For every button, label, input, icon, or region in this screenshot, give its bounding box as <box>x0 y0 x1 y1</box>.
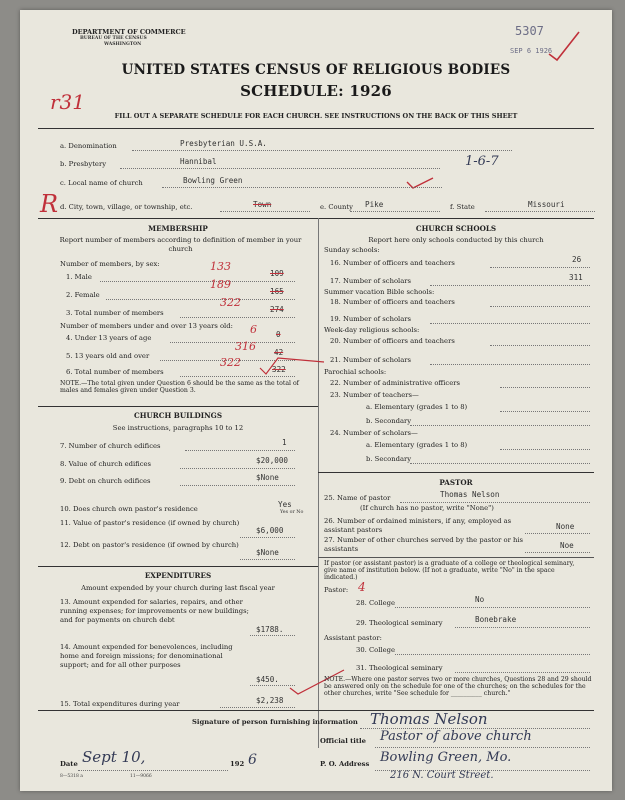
q14-value: $450. <box>256 675 279 684</box>
year-suffix: 6 <box>248 752 257 768</box>
county-label: e. County <box>320 203 353 211</box>
po-address-line2: 216 N. Court Street. <box>390 770 494 781</box>
sunday-label: Sunday schools: <box>324 246 380 254</box>
county-value: Pike <box>365 200 384 209</box>
q26-label: 26. Number of ordained ministers, if any, employed as assistant pastors <box>324 517 512 534</box>
q7-value: 1 <box>282 438 287 447</box>
q12-value: $None <box>256 548 279 557</box>
header-divider <box>38 128 594 129</box>
denomination-value: Presbyterian U.S.A. <box>180 139 267 148</box>
stamp-number: 5307 <box>515 24 544 38</box>
print-code-2: 11—9066 <box>130 774 152 779</box>
q23b-label: b. Secondary <box>366 417 412 425</box>
q17-value: 311 <box>569 273 583 282</box>
official-title-value: Pastor of above church <box>380 729 532 744</box>
print-code-1: 8—5318 a <box>60 774 83 779</box>
q13-value: $1788. <box>256 625 284 634</box>
q1-typed: 109 <box>270 269 284 278</box>
pastor-sub-label: Pastor: <box>324 586 349 594</box>
q11-value: $6,000 <box>256 526 284 535</box>
church-name-value: Bowling Green <box>183 176 243 185</box>
membership-note: NOTE.—The total given under Question 6 should be the same as the total of males and females given under Question 3. <box>60 380 299 395</box>
parochial-label: Parochial schools: <box>324 368 387 376</box>
q15-value: $2,238 <box>256 696 284 705</box>
by-sex-label: Number of members, by sex: <box>60 260 160 268</box>
q1-hand: 133 <box>210 260 231 273</box>
schools-title: CHURCH SCHOOLS <box>415 224 497 233</box>
q9-value: $None <box>256 473 279 482</box>
q8-value: $20,000 <box>256 456 289 465</box>
denomination-label: a. Denomination <box>60 142 117 150</box>
census-form-sheet <box>20 10 612 791</box>
q19-label: 19. Number of scholars <box>330 315 412 323</box>
assistant-label: Assistant pastor: <box>324 634 382 642</box>
signature-label: Signature of person furnishing information <box>192 718 358 726</box>
q10-label: 10. Does church own pastor's residence <box>60 505 198 513</box>
date-value: Sept 10, <box>82 748 146 766</box>
q12-label: 12. Debt on pastor's residence (if owned by church) <box>60 541 239 549</box>
q2-typed: 165 <box>270 287 284 296</box>
state-value: Missouri <box>528 200 565 209</box>
q24-label: 24. Number of scholars— <box>330 429 418 437</box>
q18-label: 18. Number of officers and teachers <box>330 298 455 306</box>
graduate-note: If pastor (or assistant pastor) is a graduate of a college or theological seminary, give name of institution below. (If not a graduate, write "No" in the space indicated.) <box>324 560 575 582</box>
q27-label: 27. Number of other churches served by the pastor or his assistants <box>324 536 524 553</box>
q31-label: 31. Theological seminary <box>356 664 443 672</box>
signature-value: Thomas Nelson <box>370 710 488 728</box>
q4-hand: 6 <box>250 323 257 336</box>
q29-label: 29. Theological seminary <box>356 619 443 627</box>
q30-label: 30. College <box>356 646 396 654</box>
presbytery-value: Hannibal <box>180 157 217 166</box>
q6-hand: 322 <box>220 356 241 369</box>
city-label: WASHINGTON <box>104 42 142 47</box>
by-age-label: Number of members under and over 13 years old: <box>60 322 233 330</box>
q25-hint: (If church has no pastor, write "None") <box>360 504 494 512</box>
q5-hand: 316 <box>235 340 256 353</box>
q6-label: 6. Total number of members <box>66 368 164 376</box>
q23a-label: a. Elementary (grades 1 to 8) <box>366 403 468 411</box>
pastor-mark: 4 <box>358 580 366 594</box>
city-label: d. City, town, village, or township, etc. <box>60 203 193 211</box>
q21-label: 21. Number of scholars <box>330 356 412 364</box>
q24b-label: b. Secondary <box>366 455 412 463</box>
margin-letter: R <box>40 190 59 218</box>
official-title-label: Official title <box>320 737 366 745</box>
date-label: Date <box>60 760 78 768</box>
weekday-label: Week-day religious schools: <box>324 326 420 334</box>
q24a-label: a. Elementary (grades 1 to 8) <box>366 441 468 449</box>
q29-value: Bonebrake <box>475 615 517 624</box>
q26-value: None <box>556 522 575 531</box>
bureau-label: BUREAU OF THE CENSUS <box>80 36 147 41</box>
q25-label: 25. Name of pastor <box>324 494 391 502</box>
membership-title: MEMBERSHIP <box>148 224 208 233</box>
red-check-line <box>258 348 328 378</box>
buildings-title: CHURCH BUILDINGS <box>133 411 223 420</box>
q1-label: 1. Male <box>66 273 92 281</box>
q6-typed: 322 <box>272 365 286 374</box>
schedule-title: SCHEDULE: 1926 <box>240 82 392 100</box>
q11-label: 11. Value of pastor's residence (if owned by church) <box>60 519 240 527</box>
po-address-value: Bowling Green, Mo. <box>380 750 512 765</box>
q9-label: 9. Debt on church edifices <box>60 477 151 485</box>
po-address-label: P. O. Address <box>320 760 370 768</box>
q5-label: 5. 13 years old and over <box>66 352 150 360</box>
q16-value: 26 <box>572 255 582 264</box>
q3-typed: 274 <box>270 305 284 314</box>
pastor-note: NOTE.—Where one pastor serves two or more churches, Questions 28 and 29 should be answered only on the schedule for one of the churches; on the schedules for the other churches, write "See schedule for __________ church." <box>324 676 592 698</box>
q10-value: Yes <box>278 500 292 509</box>
red-check-mark <box>545 28 585 64</box>
q20-label: 20. Number of officers and teachers <box>330 337 455 345</box>
q10-hint: Yes or No <box>280 510 304 515</box>
buildings-sub: See instructions, paragraphs 10 to 12 <box>112 424 244 432</box>
q27-value: Noe <box>560 541 574 550</box>
q3-label: 3. Total number of members <box>66 309 164 317</box>
q8-label: 8. Value of church edifices <box>60 460 152 468</box>
q4-typed: 0 <box>276 330 281 339</box>
q28-value: No <box>475 595 485 604</box>
membership-intro: Report number of members according to definition of member in your church <box>59 236 302 253</box>
q7-label: 7. Number of church edifices <box>60 442 161 450</box>
form-title: UNITED STATES CENSUS OF RELIGIOUS BODIES <box>121 62 511 78</box>
department-label: DEPARTMENT OF COMMERCE <box>72 28 186 36</box>
q5-typed: 42 <box>274 348 284 357</box>
instructions-line: FILL OUT A SEPARATE SCHEDULE FOR EACH CHURCH. SEE INSTRUCTIONS ON THE BACK OF THIS SHEET <box>114 112 518 120</box>
expenditures-sub: Amount expended by your church during last fiscal year <box>81 584 275 592</box>
q2-hand: 189 <box>210 278 231 291</box>
stamp-date: SEP 6 1926 <box>510 47 553 55</box>
city-value: Town <box>253 200 272 209</box>
q14-label: 14. Amount expended for benevolences, including home and foreign missions; for denominational support; and for all other purposes <box>60 643 233 670</box>
q25-value: Thomas Nelson <box>440 490 500 499</box>
expenditures-title: EXPENDITURES <box>144 571 212 580</box>
church-name-label: c. Local name of church <box>60 179 143 187</box>
red-handwritten-number: r31 <box>50 90 86 114</box>
q4-label: 4. Under 13 years of age <box>66 334 152 342</box>
summer-label: Summer vacation Bible schools: <box>324 288 435 296</box>
q22-label: 22. Number of administrative officers <box>330 379 460 387</box>
presbytery-label: b. Presbytery <box>60 160 107 168</box>
q13-label: 13. Amount expended for salaries, repairs, and other running expenses; for improvements or new buildings; and for payments on church debt <box>60 598 249 625</box>
q28-label: 28. College <box>356 599 396 607</box>
state-label: f. State <box>450 203 475 211</box>
presbytery-code: 1-6-7 <box>465 154 499 169</box>
q2-label: 2. Female <box>66 291 100 299</box>
schools-sub: Report here only schools conducted by this church <box>368 236 544 244</box>
q17-label: 17. Number of scholars <box>330 277 412 285</box>
q3-hand: 322 <box>220 296 241 309</box>
q15-label: 15. Total expenditures during year <box>60 700 180 708</box>
pastor-title: PASTOR <box>439 478 473 487</box>
year-prefix: 192 <box>230 760 245 768</box>
q23-label: 23. Number of teachers— <box>330 391 419 399</box>
q16-label: 16. Number of officers and teachers <box>330 259 455 267</box>
